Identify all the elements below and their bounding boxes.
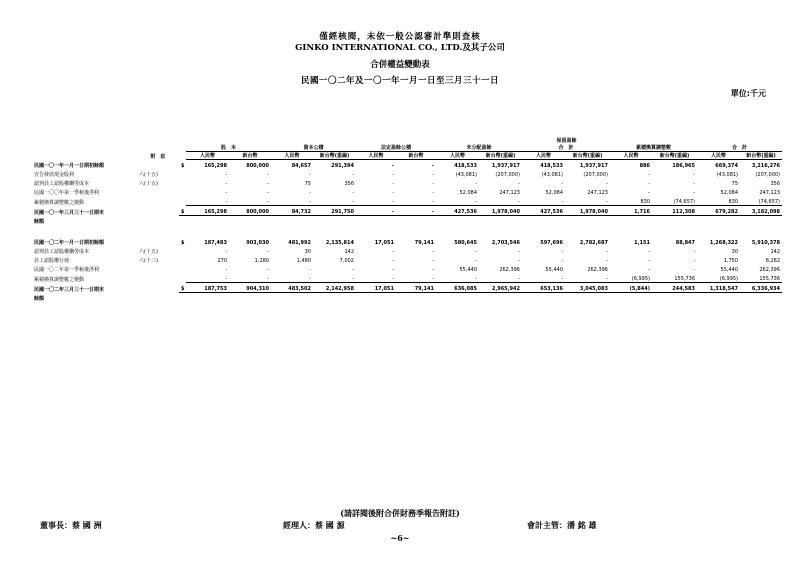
row-label: 民國一〇二年三月三十一日期末 xyxy=(34,286,105,293)
currency-symbol-cell xyxy=(179,169,186,178)
amount-cell xyxy=(697,293,740,303)
amount-cell: 2,703,546 xyxy=(491,240,520,246)
row-label: 民國一〇一年三月三十一日期末 xyxy=(34,209,105,216)
row-note xyxy=(137,237,179,246)
table-row xyxy=(32,206,782,216)
amount-cell: 3,045,083 xyxy=(565,283,610,293)
currency-column-header: 新台幣 xyxy=(396,152,436,160)
amount-cell: - xyxy=(356,206,396,216)
amount-cell: 79,141 xyxy=(414,240,434,246)
column-group-header: 未分配盈餘 xyxy=(436,144,522,152)
footnote: (請詳閱後附合併財務季報告附註) xyxy=(340,508,460,518)
amount-cell: 3,216,276 xyxy=(751,163,781,169)
amount-cell: - xyxy=(648,181,650,187)
currency-column-header: 人民幣 xyxy=(436,152,479,160)
amount-cell: - xyxy=(392,181,394,187)
amount-cell xyxy=(186,293,229,303)
amount-cell: 427,536 xyxy=(436,206,479,216)
table-row xyxy=(32,237,782,246)
row-note xyxy=(137,283,179,293)
amount-cell: 6,336,934 xyxy=(740,283,782,293)
amount-cell: - xyxy=(432,172,434,178)
column-group-header: 資本公積 xyxy=(271,144,356,152)
amount-cell: - xyxy=(518,258,520,264)
table-row xyxy=(32,187,782,196)
amount-cell: - xyxy=(309,267,311,273)
row-label: 宣告發放現金股利 xyxy=(34,172,75,178)
amount-cell: - xyxy=(432,190,434,196)
amount-cell: 262,396 xyxy=(499,267,520,273)
amount-cell: 1,480 xyxy=(296,258,311,264)
amount-cell: 8,282 xyxy=(765,258,781,264)
amount-cell: 418,533 xyxy=(540,163,563,169)
amount-cell: 112,308 xyxy=(652,206,697,216)
amount-cell: (207,000) xyxy=(755,172,781,178)
amount-cell: - xyxy=(392,258,394,264)
amount-cell: 17,051 xyxy=(374,240,394,246)
amount-cell: - xyxy=(479,273,522,283)
amount-cell: (6,995) xyxy=(610,273,652,283)
row-note xyxy=(137,196,179,206)
amount-cell: - xyxy=(271,196,313,206)
row-label: 累積換算調整數之變動 xyxy=(34,199,85,206)
table-row xyxy=(32,264,782,273)
amount-cell xyxy=(271,293,313,303)
amount-cell: - xyxy=(432,249,434,255)
table-row xyxy=(32,283,782,293)
amount-cell: - xyxy=(606,258,608,264)
amount-cell: 165,298 xyxy=(204,163,227,169)
row-note: 六(十五) xyxy=(139,172,158,178)
amount-cell: 75 xyxy=(731,181,739,187)
amount-cell: 262,396 xyxy=(759,267,781,273)
amount-cell: - xyxy=(352,267,354,273)
table-row xyxy=(32,169,782,178)
currency-column-header: 新台幣(重編) xyxy=(313,152,356,160)
currency-symbol-cell xyxy=(179,178,186,187)
amount-cell xyxy=(356,293,396,303)
amount-cell: 356 xyxy=(344,181,354,187)
amount-cell: 418,533 xyxy=(454,163,477,169)
statement-title: 合併權益變動表 xyxy=(370,60,430,70)
amount-cell xyxy=(396,216,436,226)
currency-column-header: 新台幣(重編) xyxy=(740,152,782,160)
amount-cell: 679,282 xyxy=(697,206,740,216)
amount-cell: 55,440 xyxy=(545,267,563,273)
amount-cell: 30 xyxy=(731,249,739,255)
amount-cell: - xyxy=(565,273,610,283)
amount-cell xyxy=(652,216,697,226)
currency-column-header: 人民幣 xyxy=(356,152,396,160)
amount-cell: - xyxy=(309,190,311,196)
amount-cell xyxy=(271,216,313,226)
amount-cell: - xyxy=(432,267,434,273)
accountant-signature: 會計主管：潘 銘 雄 xyxy=(527,520,597,530)
column-group-header: 法定盈餘公積 xyxy=(356,144,436,152)
amount-cell: 5,910,378 xyxy=(751,240,781,246)
amount-cell: 1,937,917 xyxy=(491,163,520,169)
table-row xyxy=(32,216,782,226)
amount-cell: 1,978,040 xyxy=(565,206,610,216)
amount-cell: - xyxy=(225,172,227,178)
amount-cell: 2,142,958 xyxy=(313,283,356,293)
amount-cell: - xyxy=(475,258,477,264)
amount-cell xyxy=(610,293,652,303)
amount-cell: - xyxy=(396,206,436,216)
amount-cell: 636,085 xyxy=(436,283,479,293)
amount-cell: 1,318,547 xyxy=(697,283,740,293)
amount-cell: - xyxy=(606,181,608,187)
currency-symbol-cell: $ xyxy=(181,163,185,169)
amount-cell: 244,583 xyxy=(652,283,697,293)
amount-cell: 262,396 xyxy=(587,267,608,273)
amount-cell xyxy=(565,293,610,303)
amount-cell: - xyxy=(391,163,394,169)
amount-cell xyxy=(436,216,479,226)
amount-cell xyxy=(522,216,565,226)
row-note xyxy=(137,206,179,216)
amount-cell: - xyxy=(267,190,269,196)
amount-cell: 483,502 xyxy=(271,283,313,293)
amount-cell: - xyxy=(225,267,227,273)
amount-cell: (207,000) xyxy=(583,172,608,178)
row-note xyxy=(137,160,179,170)
amount-cell: 2,782,687 xyxy=(579,240,608,246)
currency-symbol-cell xyxy=(179,187,186,196)
amount-cell: - xyxy=(432,258,434,264)
amount-cell: 7,002 xyxy=(339,258,354,264)
row-note xyxy=(137,264,179,273)
currency-column-header: 新台幣(重編) xyxy=(565,152,610,160)
amount-cell: - xyxy=(431,163,434,169)
table-row xyxy=(32,293,782,303)
amount-cell: - xyxy=(693,172,696,178)
amount-cell: (43,081) xyxy=(541,172,563,178)
currency-symbol-cell xyxy=(179,273,186,283)
column-group-header: 累積換算調整數 xyxy=(610,144,697,152)
amount-cell: 3,182,098 xyxy=(740,206,782,216)
amount-cell xyxy=(652,293,697,303)
amount-cell: (5,844) xyxy=(610,283,652,293)
column-group-header: 合 計 xyxy=(522,144,610,152)
row-label: 民國一〇二年第一季稅後淨利 xyxy=(34,267,100,273)
row-note xyxy=(137,216,179,226)
amount-cell: - xyxy=(561,249,563,255)
amount-cell: 2,135,814 xyxy=(325,240,354,246)
currency-symbol-cell xyxy=(179,293,186,303)
amount-cell: 1,268,322 xyxy=(709,240,739,246)
amount-cell: 1,716 xyxy=(610,206,652,216)
amount-cell: - xyxy=(313,196,356,206)
amount-cell: - xyxy=(648,258,650,264)
blank-cell xyxy=(179,152,186,160)
row-label: 民國一〇二年一月一日期初餘額 xyxy=(34,240,105,246)
amount-cell: - xyxy=(392,190,394,196)
amount-cell: 1,280 xyxy=(254,258,269,264)
amount-cell: 187,483 xyxy=(204,240,227,246)
amount-cell: - xyxy=(352,190,354,196)
amount-cell: - xyxy=(648,267,650,273)
amount-cell: - xyxy=(693,267,696,273)
amount-cell: - xyxy=(225,181,227,187)
amount-cell xyxy=(522,293,565,303)
currency-symbol-cell: $ xyxy=(179,206,186,216)
amount-cell: - xyxy=(606,249,608,255)
table-row xyxy=(32,160,782,170)
amount-cell xyxy=(479,216,522,226)
amount-cell: (43,081) xyxy=(455,172,477,178)
amount-cell: 904,310 xyxy=(229,283,271,293)
amount-cell: - xyxy=(267,267,269,273)
table-row xyxy=(32,273,782,283)
amount-cell: 903,030 xyxy=(246,240,269,246)
row-spacer xyxy=(32,225,782,237)
amount-cell: (74,657) xyxy=(740,196,782,206)
currency-column-header: 人民幣 xyxy=(186,152,229,160)
currency-symbol-cell: $ xyxy=(181,240,185,246)
currency-symbol-cell xyxy=(179,216,186,226)
row-note: 六(十五) xyxy=(139,181,158,187)
amount-cell xyxy=(186,216,229,226)
currency-column-header: 人民幣 xyxy=(522,152,565,160)
amount-cell: 155,736 xyxy=(652,273,697,283)
note-column-header: 附 註 xyxy=(150,153,166,160)
page-number: ~6~ xyxy=(390,533,410,543)
unit-label: 單位:千元 xyxy=(730,89,766,98)
amount-cell xyxy=(697,216,740,226)
amount-cell: 1,937,917 xyxy=(579,163,608,169)
amount-cell: 427,536 xyxy=(522,206,565,216)
amount-cell: 142 xyxy=(344,249,354,255)
amount-cell: 52,084 xyxy=(459,190,477,196)
row-note: 六(十三) xyxy=(139,258,158,264)
amount-cell: - xyxy=(267,249,269,255)
amount-cell: - xyxy=(356,273,396,283)
amount-cell: 247,123 xyxy=(759,190,781,196)
row-label: 認列員工認股權酬勞成本 xyxy=(34,181,90,187)
amount-cell: - xyxy=(648,172,650,178)
amount-cell xyxy=(740,293,782,303)
amount-cell: 653,136 xyxy=(522,283,565,293)
amount-cell xyxy=(396,293,436,303)
amount-cell: - xyxy=(436,273,479,283)
amount-cell: - xyxy=(396,196,436,206)
amount-cell: - xyxy=(436,196,479,206)
blank-cell xyxy=(32,144,137,152)
row-label: 認列員工認股權酬勞成本 xyxy=(34,249,90,255)
amount-cell: (6,995) xyxy=(697,273,740,283)
amount-cell: (43,081) xyxy=(716,172,739,178)
currency-symbol-cell xyxy=(179,196,186,206)
amount-cell: 356 xyxy=(770,181,781,187)
amount-cell: 830 xyxy=(610,196,652,206)
review-disclaimer: 僅經核閱，未依一般公認審計準則查核 xyxy=(319,32,481,42)
amount-cell: 84,732 xyxy=(271,206,313,216)
amount-cell: - xyxy=(186,273,229,283)
amount-cell: 291,394 xyxy=(331,163,354,169)
row-label: 餘額 xyxy=(34,219,45,225)
amount-cell: 481,992 xyxy=(288,240,311,246)
blank-cell xyxy=(32,152,137,160)
amount-cell: 79,141 xyxy=(396,283,436,293)
amount-cell: 886 xyxy=(639,163,650,169)
amount-cell: 30 xyxy=(304,249,311,255)
amount-cell: - xyxy=(309,172,311,178)
amount-cell: - xyxy=(313,273,356,283)
currency-symbol-cell xyxy=(179,246,186,255)
currency-symbol-cell xyxy=(179,255,186,264)
currency-symbol-cell xyxy=(179,264,186,273)
amount-cell: - xyxy=(561,181,563,187)
currency-column-header: 新台幣(重編) xyxy=(479,152,522,160)
amount-cell: 800,000 xyxy=(229,206,271,216)
amount-cell: - xyxy=(693,190,696,196)
row-label: 民國一〇〇年第一季稅後淨利 xyxy=(34,190,100,196)
amount-cell xyxy=(229,216,271,226)
amount-cell: - xyxy=(475,249,477,255)
row-note xyxy=(137,187,179,196)
row-label: 民國一〇一年一月一日期初餘額 xyxy=(34,163,105,169)
chairman-signature: 董事長：蔡 國 洲 xyxy=(40,520,102,530)
amount-cell: - xyxy=(479,196,522,206)
amount-cell: 1,151 xyxy=(634,240,650,246)
amount-cell xyxy=(313,216,356,226)
amount-cell: - xyxy=(693,258,696,264)
amount-cell: - xyxy=(522,196,565,206)
amount-cell: 187,753 xyxy=(186,283,229,293)
amount-cell: 52,084 xyxy=(720,190,739,196)
amount-cell: - xyxy=(693,181,696,187)
row-label: 餘額 xyxy=(34,296,45,302)
amount-cell: - xyxy=(267,172,269,178)
amount-cell: 165,298 xyxy=(186,206,229,216)
amount-cell: 55,440 xyxy=(459,267,477,273)
currency-column-header: 人民幣 xyxy=(271,152,313,160)
currency-column-header: 人民幣 xyxy=(697,152,740,160)
amount-cell: - xyxy=(225,190,227,196)
row-note xyxy=(137,293,179,303)
currency-column-header: 人民幣 xyxy=(610,152,652,160)
amount-cell: 1,750 xyxy=(723,258,739,264)
amount-cell: - xyxy=(522,273,565,283)
amount-cell: - xyxy=(693,249,696,255)
amount-cell: - xyxy=(518,181,520,187)
blank-cell xyxy=(137,144,179,152)
amount-cell: 830 xyxy=(697,196,740,206)
amount-cell: - xyxy=(229,196,271,206)
amount-cell: - xyxy=(392,267,394,273)
table-row xyxy=(32,178,782,187)
amount-cell: 17,051 xyxy=(356,283,396,293)
amount-cell: (74,657) xyxy=(652,196,697,206)
company-name: GINKO INTERNATIONAL CO., LTD.及其子公司 xyxy=(295,43,505,53)
amount-cell: - xyxy=(561,258,563,264)
table-row xyxy=(32,196,782,206)
amount-cell: 84,657 xyxy=(291,163,311,169)
row-label: 員工認股權行使 xyxy=(34,258,70,264)
amount-cell: - xyxy=(229,273,271,283)
amount-cell: 247,123 xyxy=(587,190,608,196)
row-note xyxy=(137,273,179,283)
amount-cell: 1,978,040 xyxy=(479,206,522,216)
amount-cell: 597,696 xyxy=(540,240,563,246)
amount-cell: - xyxy=(396,273,436,283)
amount-cell: - xyxy=(518,249,520,255)
amount-cell: - xyxy=(356,196,396,206)
amount-cell xyxy=(740,216,782,226)
amount-cell: - xyxy=(186,196,229,206)
amount-cell: (207,000) xyxy=(495,172,520,178)
amount-cell: 270 xyxy=(217,258,227,264)
amount-cell: 186,965 xyxy=(672,163,696,169)
amount-cell: - xyxy=(392,172,394,178)
amount-cell: 155,736 xyxy=(740,273,782,283)
statement-period: 民國一〇二年及一〇一年一月一日至三月三十一日 xyxy=(300,76,499,86)
amount-cell: 88,847 xyxy=(675,240,696,246)
currency-column-header: 新台幣 xyxy=(229,152,271,160)
equity-statement-table xyxy=(32,137,782,302)
currency-column-header: 新台幣(重編) xyxy=(652,152,697,160)
amount-cell xyxy=(229,293,271,303)
blank-cell xyxy=(179,144,186,152)
amount-cell: 55,440 xyxy=(720,267,739,273)
amount-cell: - xyxy=(475,181,477,187)
amount-cell: - xyxy=(565,196,610,206)
amount-cell: - xyxy=(225,249,227,255)
amount-cell: 75 xyxy=(304,181,311,187)
column-group-header: 合 計 xyxy=(697,144,782,152)
retained-earnings-header: 保留盈餘 xyxy=(556,138,577,144)
amount-cell: 800,000 xyxy=(246,163,269,169)
amount-cell xyxy=(356,216,396,226)
amount-cell: 247,123 xyxy=(499,190,520,196)
amount-cell: - xyxy=(432,181,434,187)
amount-cell xyxy=(436,293,479,303)
amount-cell: - xyxy=(648,190,650,196)
amount-cell: 291,750 xyxy=(313,206,356,216)
row-note: 六(十五) xyxy=(139,249,158,255)
table-row xyxy=(32,255,782,264)
table-row xyxy=(32,246,782,255)
amount-cell: - xyxy=(392,249,394,255)
amount-cell xyxy=(479,293,522,303)
amount-cell: - xyxy=(271,273,313,283)
amount-cell: 580,645 xyxy=(454,240,477,246)
amount-cell: - xyxy=(267,181,269,187)
row-label: 累積換算調整數之變動 xyxy=(34,276,85,283)
currency-symbol-cell: $ xyxy=(179,283,186,293)
amount-cell: - xyxy=(352,172,354,178)
amount-cell xyxy=(313,293,356,303)
amount-cell xyxy=(565,216,610,226)
amount-cell: - xyxy=(648,249,650,255)
column-group-header: 股 本 xyxy=(186,144,271,152)
amount-cell xyxy=(610,216,652,226)
amount-cell: 52,084 xyxy=(545,190,563,196)
amount-cell: 2,965,942 xyxy=(479,283,522,293)
amount-cell: 669,374 xyxy=(715,163,739,169)
manager-signature: 經理人：蔡 國 源 xyxy=(283,520,345,530)
amount-cell: 142 xyxy=(770,249,781,255)
